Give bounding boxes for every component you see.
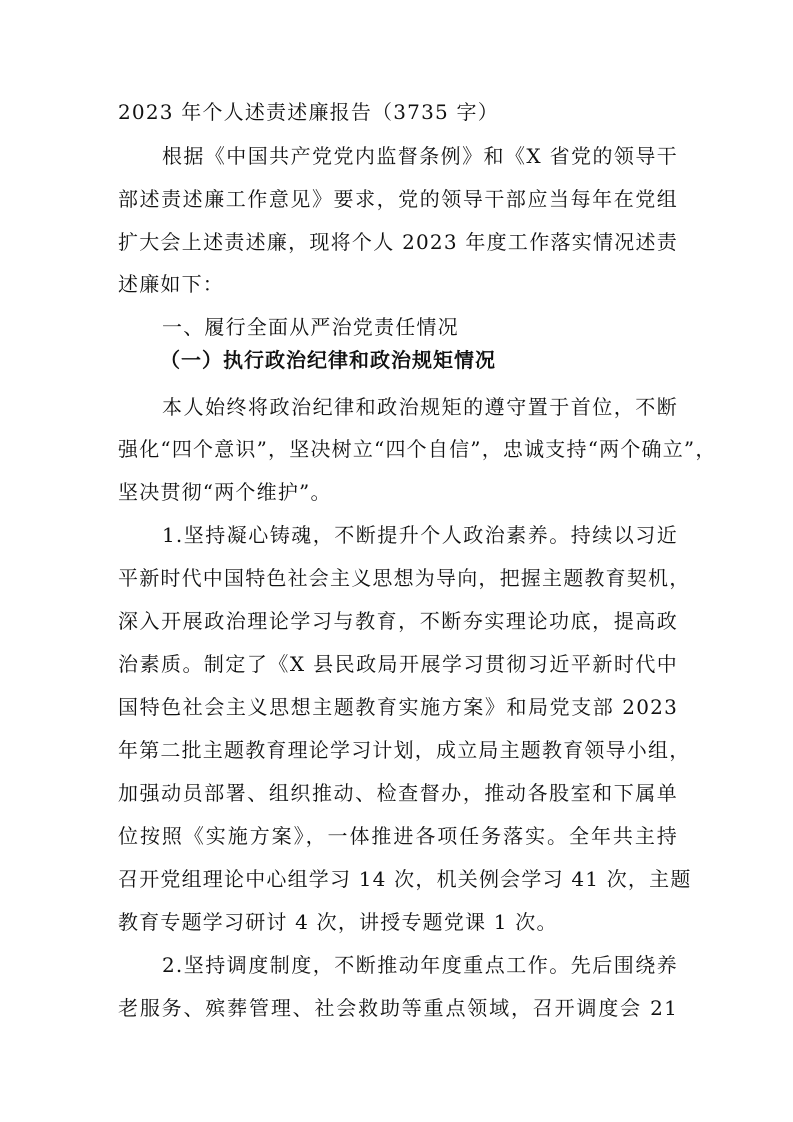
item-1-line-4: 治素质。制定了《X 县民政局开展学习贯彻习近平新时代中	[118, 652, 678, 676]
document-title: 2023 年个人述责述廉报告（3735 字）	[118, 100, 499, 124]
item-2-line-2: 老服务、殡葬管理、社会救助等重点领域，召开调度会 21	[118, 996, 678, 1020]
intro-line-4: 述廉如下：	[118, 272, 224, 296]
item-1-line-6: 年第二批主题教育理论学习计划，成立局主题教育领导小组，	[118, 738, 691, 762]
item-1-line-7: 加强动员部署、组织推动、检查督办，推动各股室和下属单	[118, 781, 678, 805]
intro-line-3: 扩大会上述责述廉，现将个人 2023 年度工作落实情况述责	[118, 230, 678, 254]
subsection-1-heading: （一）执行政治纪律和政治规矩情况	[160, 348, 496, 372]
section-1-heading: 一、履行全面从严治党责任情况	[162, 315, 459, 339]
para-1-line-3: 坚决贯彻“两个维护”。	[118, 480, 332, 504]
item-1-line-3: 深入开展政治理论学习与教育，不断夯实理论功底，提高政	[118, 609, 678, 633]
para-1-line-1: 本人始终将政治纪律和政治规矩的遵守置于首位，不断	[162, 395, 678, 419]
item-1-line-5: 国特色社会主义思想主题教育实施方案》和局党支部 2023	[118, 695, 678, 719]
item-1-line-2: 平新时代中国特色社会主义思想为导向，把握主题教育契机，	[118, 566, 691, 590]
item-2-line-1: 2.坚持调度制度，不断推动年度重点工作。先后围绕养	[162, 953, 678, 977]
intro-line-2: 部述责述廉工作意见》要求，党的领导干部应当每年在党组	[118, 187, 678, 211]
item-1-line-10: 教育专题学习研讨 4 次，讲授专题党课 1 次。	[118, 910, 558, 934]
item-1-line-8: 位按照《实施方案》，一体推进各项任务落实。全年共主持	[118, 824, 678, 848]
item-1-line-1: 1.坚持凝心铸魂，不断提升个人政治素养。持续以习近	[162, 523, 678, 547]
item-1-line-9: 召开党组理论中心组学习 14 次，机关例会学习 41 次，主题	[118, 867, 692, 891]
intro-line-1: 根据《中国共产党党内监督条例》和《X 省党的领导干	[162, 144, 678, 168]
para-1-line-2: 强化“四个意识”，坚决树立“四个自信”，忠诚支持“两个确立”，	[118, 437, 717, 461]
